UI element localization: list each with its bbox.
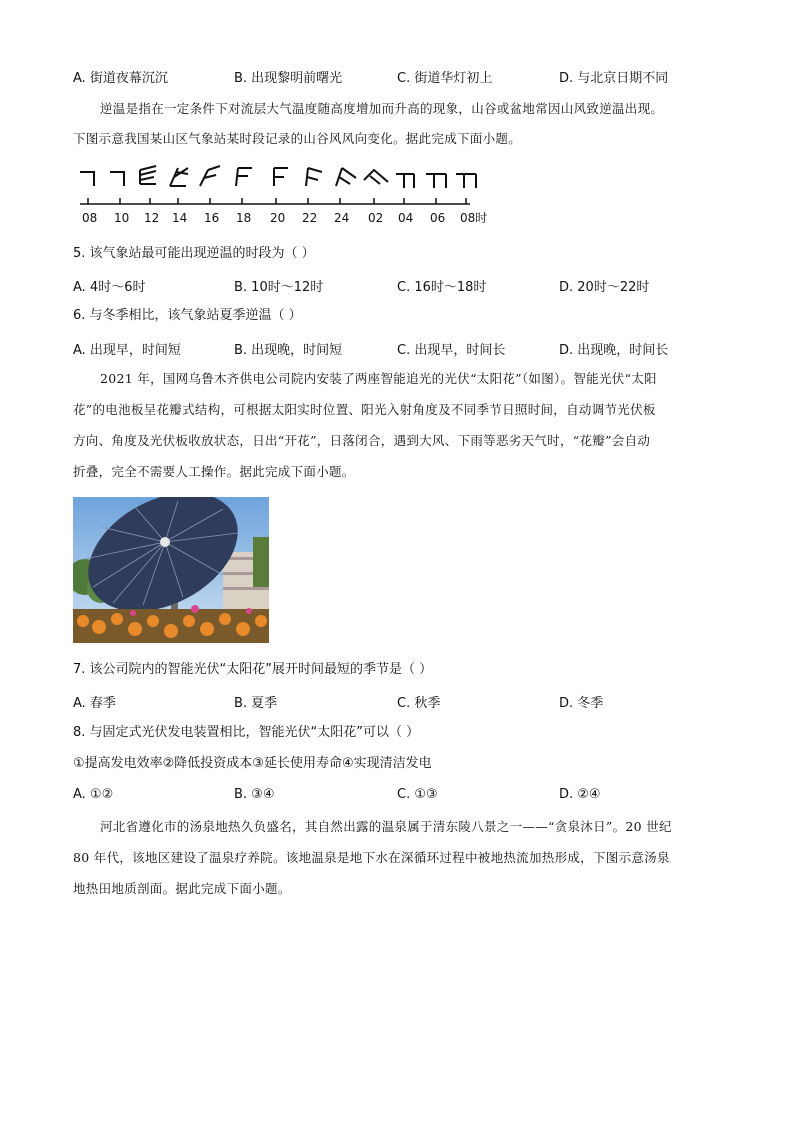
- q7-option-b[interactable]: B. 夏季: [234, 696, 278, 711]
- q5-options: [73, 276, 753, 294]
- axis-tick-label: 12: [144, 211, 160, 225]
- passage2-line2: 花”的电池板呈花瓣式结构，可根据太阳实时位置、阳光入射角度及不同季节日照时间，自动调节光伏板: [73, 402, 656, 417]
- q7-option-c[interactable]: C. 秋季: [397, 696, 441, 711]
- q5-option-a[interactable]: A. 4时～6时: [73, 280, 146, 295]
- q5-option-b[interactable]: B. 10时～12时: [234, 280, 324, 295]
- q8-option-c[interactable]: C. ①③: [397, 787, 438, 802]
- q7-option-a[interactable]: A. 春季: [73, 696, 116, 711]
- axis-tick-label: 24: [334, 211, 350, 225]
- wind-symbol-14: [170, 168, 188, 186]
- q8-option-d[interactable]: D. ②④: [559, 787, 601, 802]
- passage3-line1: 河北省遵化市的汤泉地热久负盛名，其自然出露的温泉属于清东陵八景之一——“贪泉沐日”。20 世纪: [100, 819, 672, 834]
- axis-tick-label: 04: [398, 211, 414, 225]
- passage1-line2: 下图示意我国某山区气象站某时段记录的山谷风风向变化。据此完成下面小题。: [73, 131, 522, 146]
- wind-symbol-18: [236, 168, 252, 186]
- q4-option-d[interactable]: D. 与北京日期不同: [559, 71, 669, 86]
- q5-option-c[interactable]: C. 16时～18时: [397, 280, 487, 295]
- wind-symbol-06: [426, 174, 446, 188]
- wind-symbol-12: [140, 166, 156, 184]
- passage2-line1: 2021 年，国网乌鲁木齐供电公司院内安装了两座智能追光的光伏“太阳花”（如图）。智能光伏“太阳: [100, 371, 657, 386]
- q8-options: [73, 787, 753, 805]
- q7-option-d[interactable]: D. 冬季: [559, 696, 604, 711]
- wind-symbol-02: [364, 170, 388, 184]
- passage2-line3: 方向、角度及光伏板收放状态，日出“开花”，日落闭合，遇到大风、下雨等恶劣天气时，“花瓣”会自动: [73, 433, 651, 448]
- passage3-line2: 80 年代，该地区建设了温泉疗养院。该地温泉是地下水在深循环过程中被地热流加热形成，下图示意汤泉: [73, 850, 670, 865]
- q6-option-c[interactable]: C. 出现早，时间长: [397, 343, 506, 358]
- solar-flower-photo: [73, 497, 269, 643]
- axis-tick-label: 18: [236, 211, 252, 225]
- wind-direction-chart: [70, 160, 500, 230]
- q8-option-b[interactable]: B. ③④: [234, 787, 275, 802]
- wind-symbol-08-end: [456, 174, 476, 188]
- axis-tick-label: 14: [172, 211, 188, 225]
- q8-option-a[interactable]: A. ①②: [73, 787, 114, 802]
- passage2-line4: 折叠，完全不需要人工操作。据此完成下面小题。: [73, 464, 355, 479]
- wind-symbol-04: [396, 174, 414, 188]
- q5-stem: 5. 该气象站最可能出现逆温的时段为（ ）: [73, 246, 315, 261]
- axis-tick-label: 02: [368, 211, 384, 225]
- wind-symbol-20: [274, 168, 288, 186]
- wind-symbols: [80, 166, 476, 188]
- passage1-line1: 逆温是指在一定条件下对流层大气温度随高度增加而升高的现象，山谷或盆地常因山风致逆温出现。: [100, 101, 664, 116]
- q4-option-c[interactable]: C. 街道华灯初上: [397, 71, 493, 86]
- axis-tick-label: 22: [302, 211, 318, 225]
- wind-symbol-22: [306, 168, 322, 186]
- q6-option-b[interactable]: B. 出现晚，时间短: [234, 343, 343, 358]
- axis-tick-label: 08时: [460, 211, 488, 225]
- q7-stem: 7. 该公司院内的智能光伏“太阳花”展开时间最短的季节是（ ）: [73, 662, 433, 677]
- q4-option-a[interactable]: A. 街道夜幕沉沉: [73, 71, 168, 86]
- q4-option-b[interactable]: B. 出现黎明前曙光: [234, 71, 343, 86]
- wind-symbol-08: [80, 172, 94, 186]
- axis-tick-label: 16: [204, 211, 220, 225]
- axis-tick-label: 08: [82, 211, 98, 225]
- axis-tick-labels: [82, 210, 487, 225]
- axis-ticks: [88, 198, 466, 204]
- wind-symbol-16: [200, 166, 220, 186]
- q6-option-a[interactable]: A. 出现早，时间短: [73, 343, 181, 358]
- wind-symbol-24: [336, 168, 356, 186]
- q8-stem: 8. 与固定式光伏发电装置相比，智能光伏“太阳花”可以（ ）: [73, 725, 420, 740]
- axis-tick-label: 20: [270, 211, 286, 225]
- axis-tick-label: 06: [430, 211, 446, 225]
- q6-stem: 6. 与冬季相比，该气象站夏季逆温（ ）: [73, 308, 302, 323]
- q4-options: [73, 67, 753, 85]
- q6-options: [73, 339, 753, 357]
- q5-option-d[interactable]: D. 20时～22时: [559, 280, 650, 295]
- passage3-line3: 地热田地质剖面。据此完成下面小题。: [73, 881, 291, 896]
- q8-statements: ①提高发电效率②降低投资成本③延长使用寿命④实现清洁发电: [73, 756, 432, 771]
- q6-option-d[interactable]: D. 出现晚，时间长: [559, 343, 669, 358]
- wind-symbol-10: [110, 172, 124, 186]
- q7-options: [73, 692, 753, 710]
- axis-tick-label: 10: [114, 211, 130, 225]
